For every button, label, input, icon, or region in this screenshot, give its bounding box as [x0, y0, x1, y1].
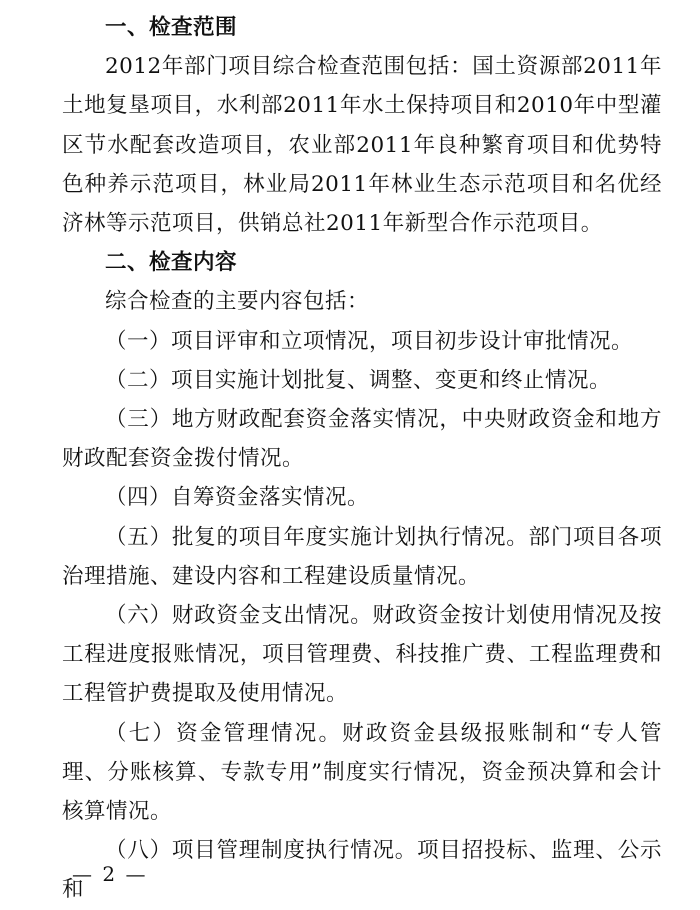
item-paragraph-3: （三）地方财政配套资金落实情况，中央财政资金和地方财政配套资金拨付情况。 [62, 407, 662, 472]
item-paragraph-8: （八）项目管理制度执行情况。项目招投标、监理、公示和 [62, 838, 662, 903]
section-heading-scope: 一、检查范围 [105, 15, 238, 40]
section-heading-content: 二、检查内容 [105, 250, 238, 276]
page-number: — 2 — [72, 862, 148, 886]
item-paragraph-4: （四）自筹资金落实情况。 [105, 485, 370, 511]
content-intro-paragraph: 综合检查的主要内容包括： [105, 289, 370, 315]
item-paragraph-2: （二）项目实施计划批复、调整、变更和终止情况。 [105, 367, 612, 393]
item-paragraph-1: （一）项目评审和立项情况，项目初步设计审批情况。 [105, 328, 634, 354]
item-paragraph-5: （五）批复的项目年度实施计划执行情况。部门项目各项治理措施、建设内容和工程建设质量情况。 [62, 524, 662, 589]
document-body [62, 8, 662, 910]
scope-paragraph: 2012年部门项目综合检查范围包括：国土资源部2011年土地复垦项目，水利部2011年水土保持项目和2010年中型灌区节水配套改造项目，农业部2011年良种繁育项目和优势特色种养示范项目，林业局2011年林业生态示范项目和名优经济林等示范项目，供销总社2011年新型合作示范项目。 [62, 54, 662, 237]
item-paragraph-7: （七）资金管理情况。财政资金县级报账制和“专人管理、分账核算、专款专用”制度实行情况，资金预决算和会计核算情况。 [62, 720, 662, 825]
item-paragraph-6: （六）财政资金支出情况。财政资金按计划使用情况及按工程进度报账情况，项目管理费、科技推广费、工程监理费和工程管护费提取及使用情况。 [62, 603, 662, 707]
